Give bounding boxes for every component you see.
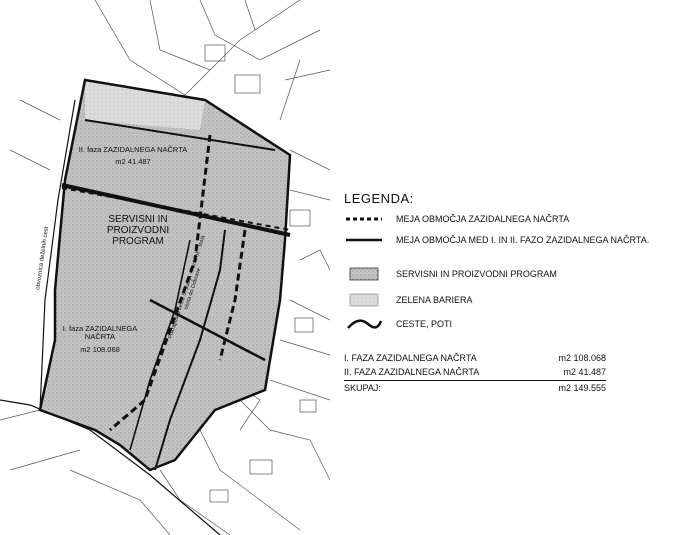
stats-label: I. FAZA ZAZIDALNEGA NAČRTA — [344, 353, 477, 363]
phase2-area: m2 41.487 — [115, 157, 151, 167]
solid-line-icon — [344, 232, 384, 248]
stats-value: m2 108.068 — [558, 353, 606, 363]
road-middle-label: Pokrajinska cesta S. Lucija - Portorož - Izola cesta do Dobrave — [167, 234, 207, 340]
stats-value: m2 149.555 — [558, 383, 606, 393]
stats-label: II. FAZA ZAZIDALNEGA NAČRTA — [344, 367, 480, 377]
legend-title: LEGENDA: — [344, 191, 414, 206]
stats-row-total — [344, 380, 606, 395]
legend-item-roads — [344, 316, 452, 332]
legend-label: CESTE, POTI — [396, 319, 453, 329]
phase1-label — [55, 325, 145, 354]
legend-label: MEJA OBMOČJA ZAZIDALNEGA NAČRTA — [396, 214, 570, 224]
legend-label: SERVISNI IN PROIZVODNI PROGRAM — [396, 269, 557, 279]
legend-label: MEJA OBMOČJA MED I. IN II. FAZO ZAZIDALNEGA NAČRTA. — [396, 235, 650, 245]
area-stats — [344, 351, 606, 395]
road-curve-icon — [344, 316, 384, 332]
legend-label: ZELENA BARIERA — [396, 295, 473, 305]
cadastral-map — [0, 0, 330, 535]
service-program-label: SERVISNI IN PROIZVODNI PROGRAM — [106, 214, 170, 247]
dashed-boundary-icon — [344, 211, 384, 227]
phase1-name: I. faza ZAZIDALNEGA NAČRTA — [62, 324, 138, 342]
stats-label: SKUPAJ: — [344, 383, 381, 393]
phase2-name: II. faza ZAZIDALNEGA NAČRTA — [78, 145, 188, 154]
stats-value: m2 41.487 — [563, 367, 606, 377]
legend-item-plan-boundary — [344, 211, 569, 227]
light-stipple-swatch-icon — [344, 292, 384, 308]
road-left-label: obvoznica deželnih cest — [35, 226, 51, 291]
dark-stipple-swatch-icon — [344, 266, 384, 282]
phase1-area: m2 108.068 — [80, 344, 120, 354]
stats-row-phase2 — [344, 365, 606, 379]
legend-item-green-barrier — [344, 292, 473, 308]
legend-item-service-program — [344, 266, 557, 282]
stats-row-phase1 — [344, 351, 606, 365]
phase2-label — [78, 146, 188, 167]
legend-item-phase-boundary — [344, 232, 649, 248]
